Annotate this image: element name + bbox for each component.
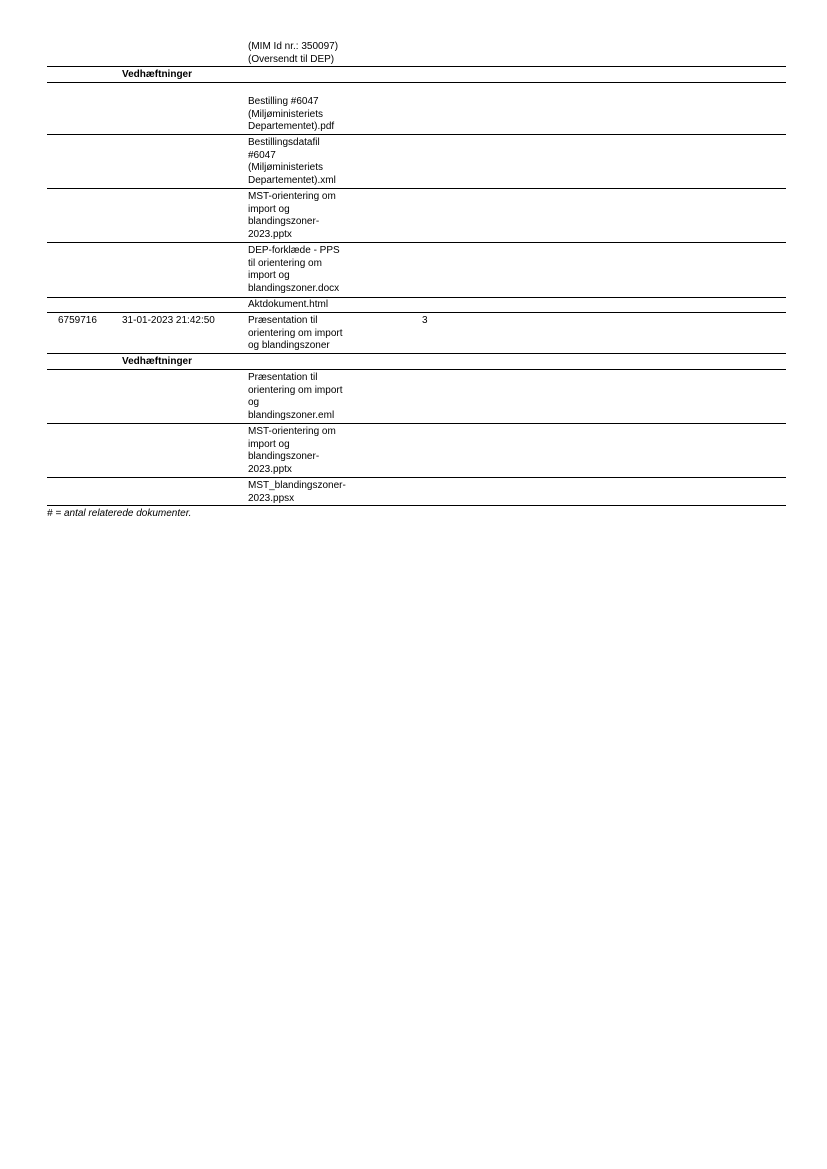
- document-title: Præsentation til orientering om import og blandingszoner: [248, 315, 343, 351]
- table-rule: [47, 353, 786, 354]
- document-id: 6759716: [58, 315, 97, 326]
- table-rule: [47, 505, 786, 506]
- table-rule: [47, 423, 786, 424]
- footnote: # = antal relaterede dokumenter.: [47, 508, 192, 519]
- table-rule: [47, 312, 786, 313]
- continuation-text: (MIM Id nr.: 350097) (Oversendt til DEP): [248, 41, 339, 65]
- table-rule: [47, 242, 786, 243]
- table-rule: [47, 134, 786, 135]
- attachment-item: Aktdokument.html: [248, 299, 329, 310]
- document-date: 31-01-2023 21:42:50: [122, 315, 215, 326]
- attachments-header: Vedhæftninger: [122, 356, 193, 367]
- attachment-item: MST_blandingszoner- 2023.ppsx: [248, 480, 346, 504]
- attachment-item: MST-orientering om import og blandingszoner- 2023.pptx: [248, 191, 336, 240]
- table-rule: [47, 297, 786, 298]
- attachment-item: Bestillingsdatafil #6047 (Miljøministeriets Departementet).xml: [248, 137, 336, 186]
- attachments-header: Vedhæftninger: [122, 69, 193, 80]
- related-count: 3: [422, 315, 428, 326]
- attachment-item: DEP-forklæde - PPS til orientering om import og blandingszoner.docx: [248, 245, 340, 294]
- attachment-item: MST-orientering om import og blandingszoner- 2023.pptx: [248, 426, 336, 475]
- table-rule: [47, 369, 786, 370]
- attachment-item: Bestilling #6047 (Miljøministeriets Departementet).pdf: [248, 96, 335, 132]
- attachment-item: Præsentation til orientering om import og blandingszoner.eml: [248, 372, 343, 421]
- table-rule: [47, 66, 786, 67]
- table-rule: [47, 82, 786, 83]
- table-rule: [47, 188, 786, 189]
- table-rule: [47, 477, 786, 478]
